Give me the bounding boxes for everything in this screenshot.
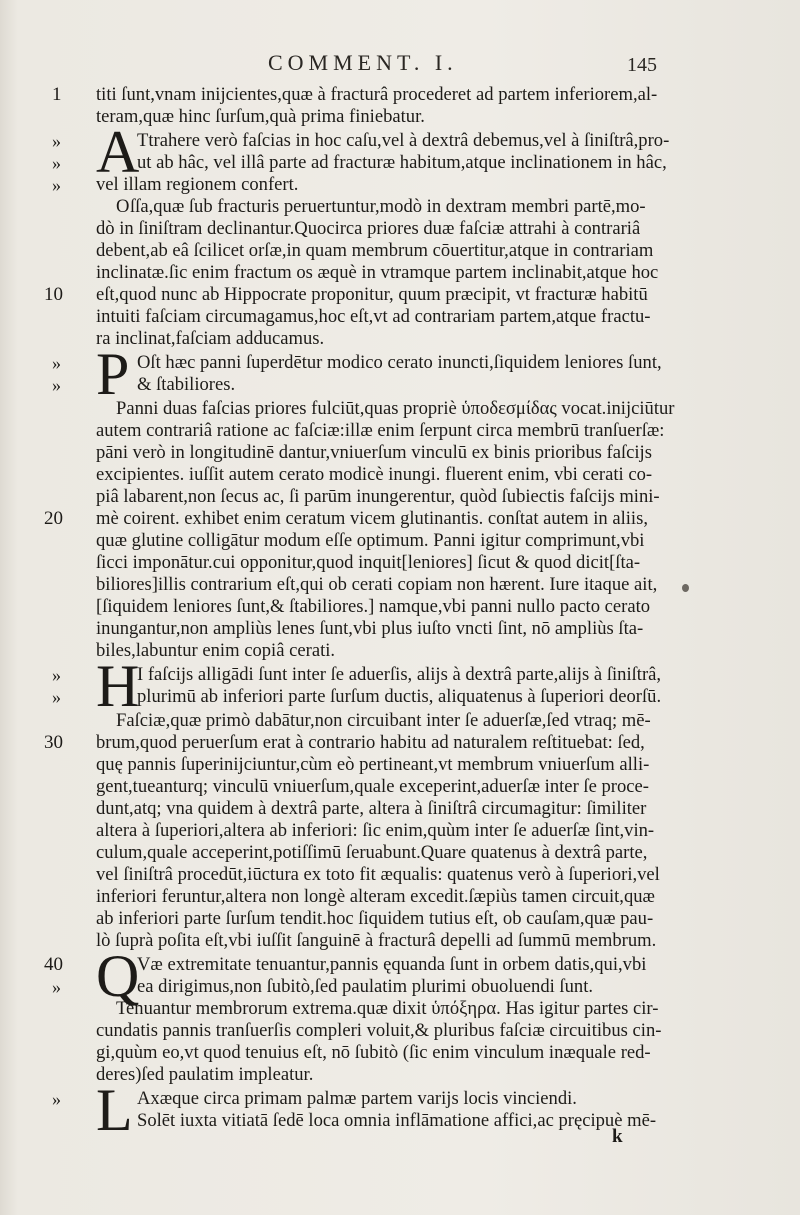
line-text: Axæque circa primam palmæ partem varijs locis vinciendi. [137,1088,577,1109]
text-line [0,1110,800,1132]
text-line [0,508,800,530]
line-text: Væ extremitate tenuantur,pannis ęquanda ſunt in orbem datis,qui,vbi [137,954,647,975]
text-line [0,618,800,640]
line-text: Oſt hæc panni ſuperdētur modico cerato inuncti,ſiquidem leniores ſunt, [137,352,662,373]
text-line [0,374,800,396]
text-line [0,284,800,306]
text-line [0,998,800,1020]
line-text: debent,ab eâ ſcilicet orſæ,in quam membrum cōuertitur,atque in contrariam [96,240,654,261]
line-text: ea dirigimus,non ſubitò,ſed paulatim plurimi obuoluendi ſunt. [137,976,594,997]
line-number: 40 [44,954,63,975]
line-text: I faſcijs alligādi ſunt inter ſe aduerſis, alijs à dextrâ parte,alijs à ſiniſtrâ, [137,664,662,685]
text-line [0,574,800,596]
line-text: [ſiquidem leniores ſunt,& ſtabiliores.] namque,vbi panni nullo pacto cerato [96,596,651,617]
line-text: deres)ſed paulatim impleatur. [96,1064,314,1085]
line-text: quæ glutine colligātur modum eſſe optimum. Panni igitur comprimunt,vbi [96,530,645,551]
text-line [0,152,800,174]
drop-cap-l: L [96,1077,133,1143]
line-text: excipientes. iuſſit autem cerato modicè inungi. fluerent enim, vbi cerati co- [96,464,653,485]
text-line [0,596,800,618]
line-text: altera à ſuperiori,altera ab inferiori: ſic enim,quùm inter ſe aduerſæ ſint,vin- [96,820,655,841]
line-text: inferiori feruntur,altera non longè alteram excedit.ſæpiùs tamen circuit,quæ [96,886,655,907]
text-line [0,218,800,240]
text-line [0,798,800,820]
line-text: gi,quùm eo,vt quod tenuius eſt, nō ſubitò (ſic enim vinculum inæquale red- [96,1042,651,1063]
line-text: lò ſuprà poſita eſt,vbi iuſſit ſanguinē à fracturâ depelli ad ſummū membrum. [96,930,657,951]
line-text: cundatis pannis tranſuerſis compleri voluit,& pluribus faſciæ circuitibus cin- [96,1020,662,1041]
signature-mark: k [612,1126,623,1147]
text-line [0,174,800,196]
line-number: 20 [44,508,63,529]
text-line [0,442,800,464]
text-line [0,196,800,218]
text-line [0,820,800,842]
text-line [0,754,800,776]
ink-speck [682,584,689,592]
text-line [0,732,800,754]
text-line [0,464,800,486]
line-text: teram,quæ hinc ſurſum,quà prima finiebatur. [96,106,425,127]
text-line [0,240,800,262]
text-line [0,262,800,284]
line-text: vel illam regionem confert. [96,174,299,195]
line-text: vel ſiniſtrâ procedūt,iūctura ex toto fit æqualis: quatenus verò à ſuperiori,vel [96,864,660,885]
line-text: inungantur,non ampliùs lenes ſunt,vbi plus iuſto vncti ſint, nō ampliùs ſta- [96,618,644,639]
line-text: pāni verò in longitudinē dantur,vniuerſum vinculū ex binis prioribus faſcijs [96,442,652,463]
line-text: mè coirent. exhibet enim ceratum vicem glutinantis. conſtat autem in aliis, [96,508,648,529]
text-line [0,130,800,152]
line-marker: » [52,977,61,997]
text-line [0,420,800,442]
text-line [0,530,800,552]
line-text: biliores]illis contrarium eſt,qui ob cerati copiam non hærent. Iure itaque ait, [96,574,658,595]
line-text: ſicci imponātur.cui opponitur,quod inquit[leniores] ſicut & quod dicit[ſta- [96,552,641,573]
drop-cap-h: H [96,653,140,719]
line-text: dunt,atq; vna quidem à dextrâ parte, altera à ſiniſtrâ circumagitur: ſimiliter [96,798,647,819]
text-line [0,352,800,374]
text-line [0,552,800,574]
page-number: 145 [627,54,657,76]
drop-cap-q: Q [96,943,140,1009]
line-text: Ttrahere verò faſcias in hoc caſu,vel à dextrâ debemus,vel à ſiniſtrâ,pro- [137,130,670,151]
line-text: ſſa,quæ ſub fracturis peruertuntur,modò in dextram membri partē,mo- [130,196,646,217]
text-line [0,776,800,798]
line-text: dò in ſiniſtram declinantur.Quocirca priores duæ faſciæ attrahi à contrariâ [96,218,641,239]
drop-cap-a: A [96,119,140,185]
line-marker: » [52,153,61,173]
text-line [0,84,800,106]
text-line [0,1088,800,1110]
initial-o: O [116,196,130,217]
text-line [0,306,800,328]
line-text: intuiti faſciam circumagamus,hoc eſt,vt ad contrariam partem,atque fractu- [96,306,651,327]
line-marker: 1 [52,84,62,105]
line-text: brum,quod peruerſum erat à contrario habitu ad naturalem reſtituebat: ſed, [96,732,645,753]
line-text: Faſciæ,quæ primò dabātur,non circuibant inter ſe aduerſæ,ſed vtraq; mē- [116,710,651,731]
line-marker: » [52,375,61,395]
line-text: autem contrariâ ratione ac faſciæ:illæ enim ſerpunt circa membrū tranſuerſæ: [96,420,665,441]
line-text: ab inferiori parte ſurſum tendit.hoc ſiquidem tutius eſt, ob cauſam,quæ pau- [96,908,654,929]
line-text: Tenuantur membrorum extrema.quæ dixit ὑπόξηρα. Has igitur partes cir- [116,998,659,1019]
text-line [0,842,800,864]
text-line [0,1020,800,1042]
line-number: 30 [44,732,63,753]
drop-cap-p: P [96,341,130,407]
text-line [0,886,800,908]
line-text: piâ labarent,non ſecus ac, ſi parūm inungerentur, quòd ſubiectis faſcijs mini- [96,486,660,507]
line-text: inclinatæ.ſic enim fractum os æquè in vtramque partem inclinabit,atque hoc [96,262,659,283]
line-text: quę pannis ſuperinijciuntur,cùm eò pertineant,vt membrum vniuerſum alli- [96,754,650,775]
line-marker: » [52,175,61,195]
text-line [0,710,800,732]
line-marker: » [52,131,61,151]
text-line [0,486,800,508]
line-text: Panni duas faſcias priores fulciūt,quas propriè ὑποδεσμίδας vocat.inijciūtur [116,398,675,419]
text-line [0,398,800,420]
text-line [0,976,800,998]
line-text: Solēt iuxta vitiatā ſedē loca omnia inflāmatione affici,ac pręcipuè mē- [137,1110,657,1131]
line-text: plurimū ab inferiori parte ſurſum ductis, aliquatenus à ſuperiori deorſū. [137,686,662,707]
line-text: ut ab hâc, vel illâ parte ad fracturæ habitum,atque inclinationem in hâc, [137,152,667,173]
line-text: eſt,quod nunc ab Hippocrate proponitur, quum præcipit, vt fracturæ habitū [96,284,648,305]
line-text: culum,quale acceperint,potiſſimū ſeruabunt.Quare quatenus à dextrâ parte, [96,842,648,863]
text-line [0,908,800,930]
line-marker: » [52,687,61,707]
line-marker: » [52,353,61,373]
text-line [0,954,800,976]
line-text: & ſtabiliores. [137,374,236,395]
line-text: gent,tueanturq; vinculū vniuerſum,quale exceperint,aduerſæ inter ſe proce- [96,776,649,797]
line-marker: » [52,665,61,685]
line-text: ra inclinat,faſciam adducamus. [96,328,325,349]
text-line [0,664,800,686]
line-text: titi ſunt,vnam inijcientes,quæ à fracturâ procederet ad partem inferiorem,al- [96,84,658,105]
page-header [0,50,800,80]
line-text: biles,labuntur enim copiâ cerati. [96,640,336,661]
text-line [0,864,800,886]
line-marker: » [52,1089,61,1109]
line-number: 10 [44,284,63,305]
text-line [0,686,800,708]
text-line [0,1042,800,1064]
running-head: COMMENT. I. [268,50,458,75]
